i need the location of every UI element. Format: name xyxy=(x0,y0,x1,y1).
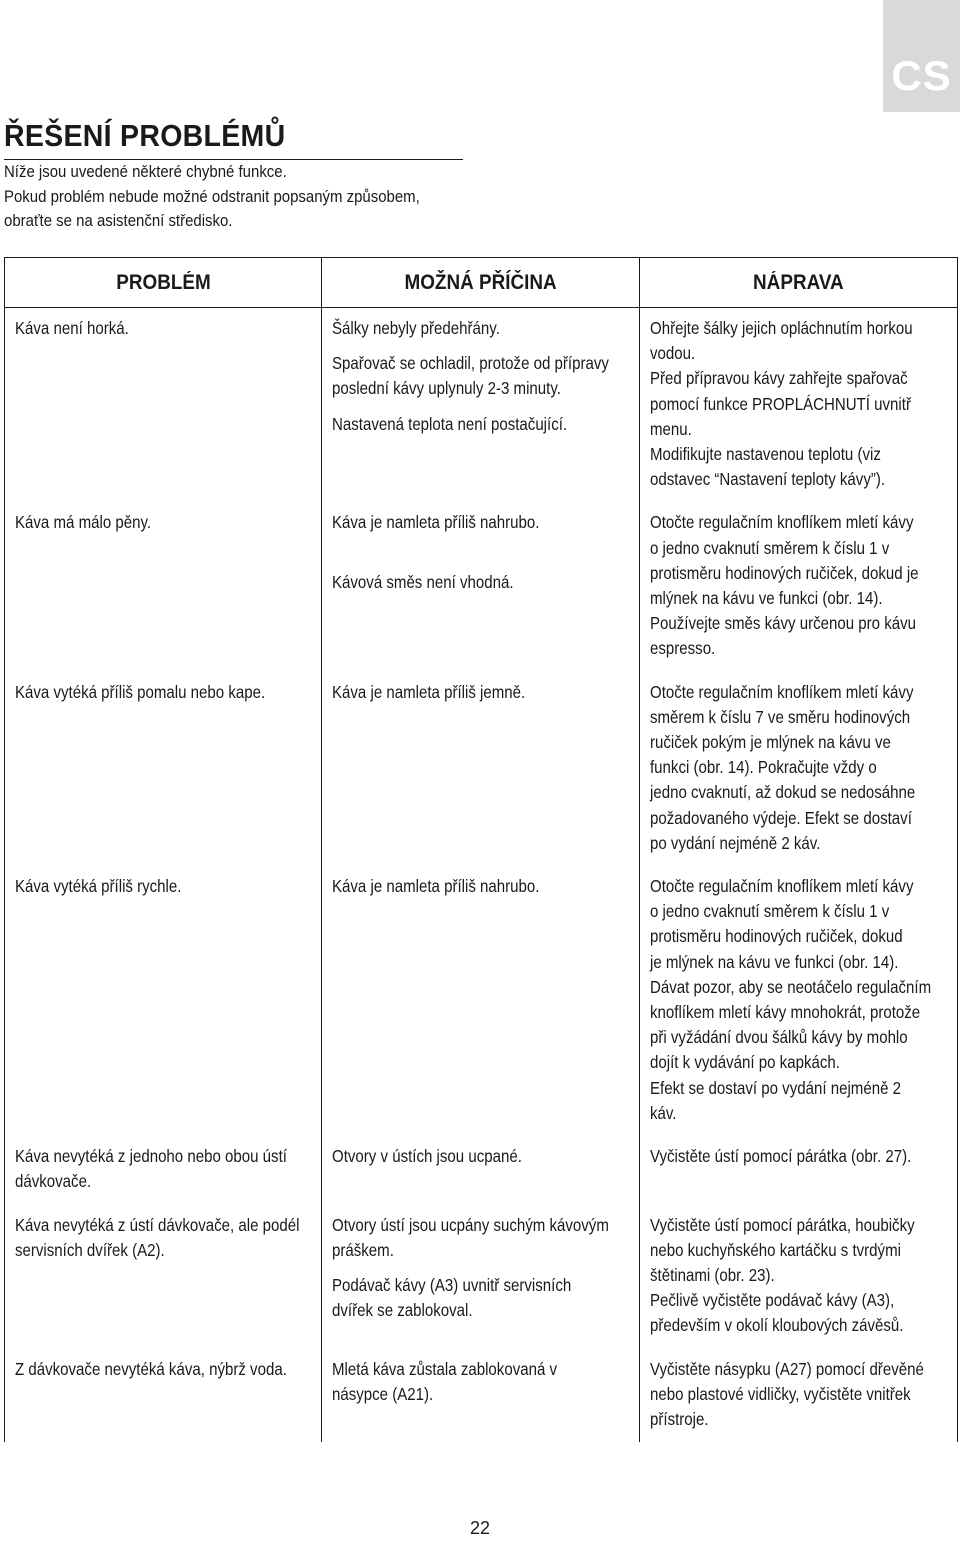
remedy-text: o jedno cvaknutí směrem k číslu 1 v xyxy=(650,901,890,922)
remedy-text: ručiček pokým je mlýnek na kávu ve xyxy=(650,732,891,753)
remedy-text: nebo kuchyňského kartáčku s tvrdými xyxy=(650,1239,901,1260)
intro-text xyxy=(4,160,484,234)
remedy-text: Dávat pozor, aby se neotáčelo regulačním xyxy=(650,976,932,997)
remedy-text: směrem k číslu 7 ve směru hodinových xyxy=(650,706,911,727)
intro-line: obraťte se na asistenční středisko. xyxy=(4,211,233,230)
remedy-text: dojít k vydávání po kapkách. xyxy=(650,1052,840,1073)
table-row xyxy=(5,1136,958,1204)
problem-text: Káva má málo pěny. xyxy=(15,512,152,533)
header-cause-label: MOŽNÁ PŘÍČINA xyxy=(404,270,557,294)
remedy-text: vodou. xyxy=(650,343,696,364)
remedy-text: espresso. xyxy=(650,638,716,659)
remedy-cell xyxy=(640,308,958,503)
cause-cell xyxy=(322,1349,640,1443)
cause-text: Káva je namleta příliš nahrubo. xyxy=(332,876,540,897)
remedy-text: Ohřejte šálky jejich opláchnutím horkou xyxy=(650,318,913,338)
cause-text: Mletá káva zůstala zablokovaná v xyxy=(332,1358,558,1379)
remedy-text: o jedno cvaknutí směrem k číslu 1 v xyxy=(650,537,890,558)
remedy-cell xyxy=(640,866,958,1136)
remedy-text: menu. xyxy=(650,418,692,439)
problem-cell xyxy=(5,502,322,671)
remedy-text: jedno cvaknutí, až dokud se nedosáhne xyxy=(650,782,916,803)
table-row xyxy=(5,308,958,503)
remedy-text: Efekt se dostaví po vydání nejméně 2 xyxy=(650,1077,901,1098)
language-tab xyxy=(883,0,960,112)
problem-cell xyxy=(5,1136,322,1204)
cause-cell xyxy=(322,1136,640,1204)
remedy-cell xyxy=(640,1205,958,1349)
remedy-text: Vyčistěte ústí pomocí párátka (obr. 27). xyxy=(650,1146,912,1167)
cause-text: Káva je namleta příliš jemně. xyxy=(332,681,526,702)
remedy-text: při vyžádání dvou šálků kávy by mohlo xyxy=(650,1027,908,1048)
header-problem-label: PROBLÉM xyxy=(115,270,211,294)
problem-cell xyxy=(5,672,322,866)
remedy-text: je mlýnek na kávu ve funkci (obr. 14). xyxy=(650,951,899,972)
table-row xyxy=(5,1205,958,1349)
intro-line: Níže jsou uvedené některé chybné funkce. xyxy=(4,162,287,181)
cause-text: Podávač kávy (A3) uvnitř servisních xyxy=(332,1274,572,1295)
table-row xyxy=(5,866,958,1136)
remedy-text: po vydání nejméně 2 káv. xyxy=(650,832,821,853)
table-header-row xyxy=(5,258,958,308)
cause-text: Šálky nebyly předehřány. xyxy=(332,318,500,338)
header-remedy xyxy=(640,258,958,308)
cause-cell xyxy=(322,1205,640,1349)
cause-cell xyxy=(322,308,640,503)
remedy-text: knoflíkem mletí kávy mnohokrát, protože xyxy=(650,1002,921,1023)
remedy-cell xyxy=(640,672,958,866)
cause-cell xyxy=(322,502,640,671)
cause-cell xyxy=(322,866,640,1136)
cause-text: dvířek se zablokoval. xyxy=(332,1300,473,1321)
table-row xyxy=(5,672,958,866)
page-title: ŘEŠENÍ PROBLÉMŮ xyxy=(4,118,286,153)
remedy-cell xyxy=(640,1349,958,1443)
remedy-text: nebo plastové vidličky, vyčistěte vnitřek xyxy=(650,1383,911,1404)
problem-text: Káva nevytéká z jednoho nebo obou ústí xyxy=(15,1146,287,1167)
table-row xyxy=(5,1349,958,1443)
problem-cell xyxy=(5,866,322,1136)
cause-text: Otvory ústí jsou ucpány suchým kávovým xyxy=(332,1214,609,1235)
remedy-cell xyxy=(640,502,958,671)
intro-line: Pokud problém nebude možné odstranit popsaným způsobem, xyxy=(4,186,420,206)
remedy-text: Otočte regulačním knoflíkem mletí kávy xyxy=(650,876,914,897)
problem-text: Káva vytéká příliš pomalu nebo kape. xyxy=(15,681,266,702)
remedy-text: Otočte regulačním knoflíkem mletí kávy xyxy=(650,512,914,533)
remedy-text: odstavec “Nastavení teploty kávy”). xyxy=(650,469,886,490)
remedy-text: protisměru hodinových ručiček, dokud xyxy=(650,926,903,947)
header-cause xyxy=(322,258,640,308)
problem-cell xyxy=(5,1349,322,1443)
remedy-text: Otočte regulačním knoflíkem mletí kávy xyxy=(650,681,914,702)
remedy-text: štětinami (obr. 23). xyxy=(650,1264,775,1285)
language-code: CS xyxy=(891,52,952,99)
cause-text: Káva je namleta příliš nahrubo. xyxy=(332,512,540,533)
cause-cell xyxy=(322,672,640,866)
cause-text: Otvory v ústích jsou ucpané. xyxy=(332,1146,522,1167)
remedy-text: protisměru hodinových ručiček, dokud je xyxy=(650,562,919,583)
problem-text: Káva není horká. xyxy=(15,318,129,338)
problem-cell xyxy=(5,1205,322,1349)
remedy-cell xyxy=(640,1136,958,1204)
header-problem xyxy=(5,258,322,308)
remedy-text: funkci (obr. 14). Pokračujte vždy o xyxy=(650,757,877,778)
remedy-text: mlýnek na kávu ve funkci (obr. 14). xyxy=(650,588,883,609)
remedy-text: Vyčistěte ústí pomocí párátka, houbičky xyxy=(650,1214,915,1235)
problem-cell xyxy=(5,308,322,503)
problem-text: Káva vytéká příliš rychle. xyxy=(15,876,182,897)
header-remedy-label: NÁPRAVA xyxy=(753,270,844,294)
problem-text: Z dávkovače nevytéká káva, nýbrž voda. xyxy=(15,1358,287,1379)
remedy-text: káv. xyxy=(650,1102,677,1123)
troubleshooting-table xyxy=(4,257,958,1442)
remedy-text: Před přípravou kávy zahřejte spařovač xyxy=(650,368,908,389)
remedy-text: Používejte směs kávy určenou pro kávu xyxy=(650,613,917,634)
remedy-text: především v okolí kloubových závěsů. xyxy=(650,1315,904,1336)
remedy-text: pomocí funkce PROPLÁCHNUTÍ uvnitř xyxy=(650,393,911,414)
remedy-text: přístroje. xyxy=(650,1408,709,1429)
cause-text: násypce (A21). xyxy=(332,1383,434,1404)
problem-text: Káva nevytéká z ústí dávkovače, ale podél xyxy=(15,1214,300,1235)
remedy-text: požadovaného výdeje. Efekt se dostaví xyxy=(650,807,912,828)
remedy-text: Pečlivě vyčistěte podávač kávy (A3), xyxy=(650,1290,895,1311)
problem-text: dávkovače. xyxy=(15,1171,92,1192)
page-number: 22 xyxy=(469,1518,491,1538)
cause-text: poslední kávy uplynuly 2-3 minuty. xyxy=(332,378,561,399)
table-row xyxy=(5,502,958,671)
remedy-text: Vyčistěte násypku (A27) pomocí dřevěné xyxy=(650,1358,924,1379)
remedy-text: Modifikujte nastavenou teplotu (viz xyxy=(650,444,881,465)
cause-text: Kávová směs není vhodná. xyxy=(332,571,514,592)
problem-text: servisních dvířek (A2). xyxy=(15,1239,165,1260)
table-body xyxy=(5,308,958,1443)
cause-text: Nastavená teplota není postačující. xyxy=(332,413,568,434)
cause-text: Spařovač se ochladil, protože od přípravy xyxy=(332,353,609,374)
cause-text: práškem. xyxy=(332,1239,394,1260)
